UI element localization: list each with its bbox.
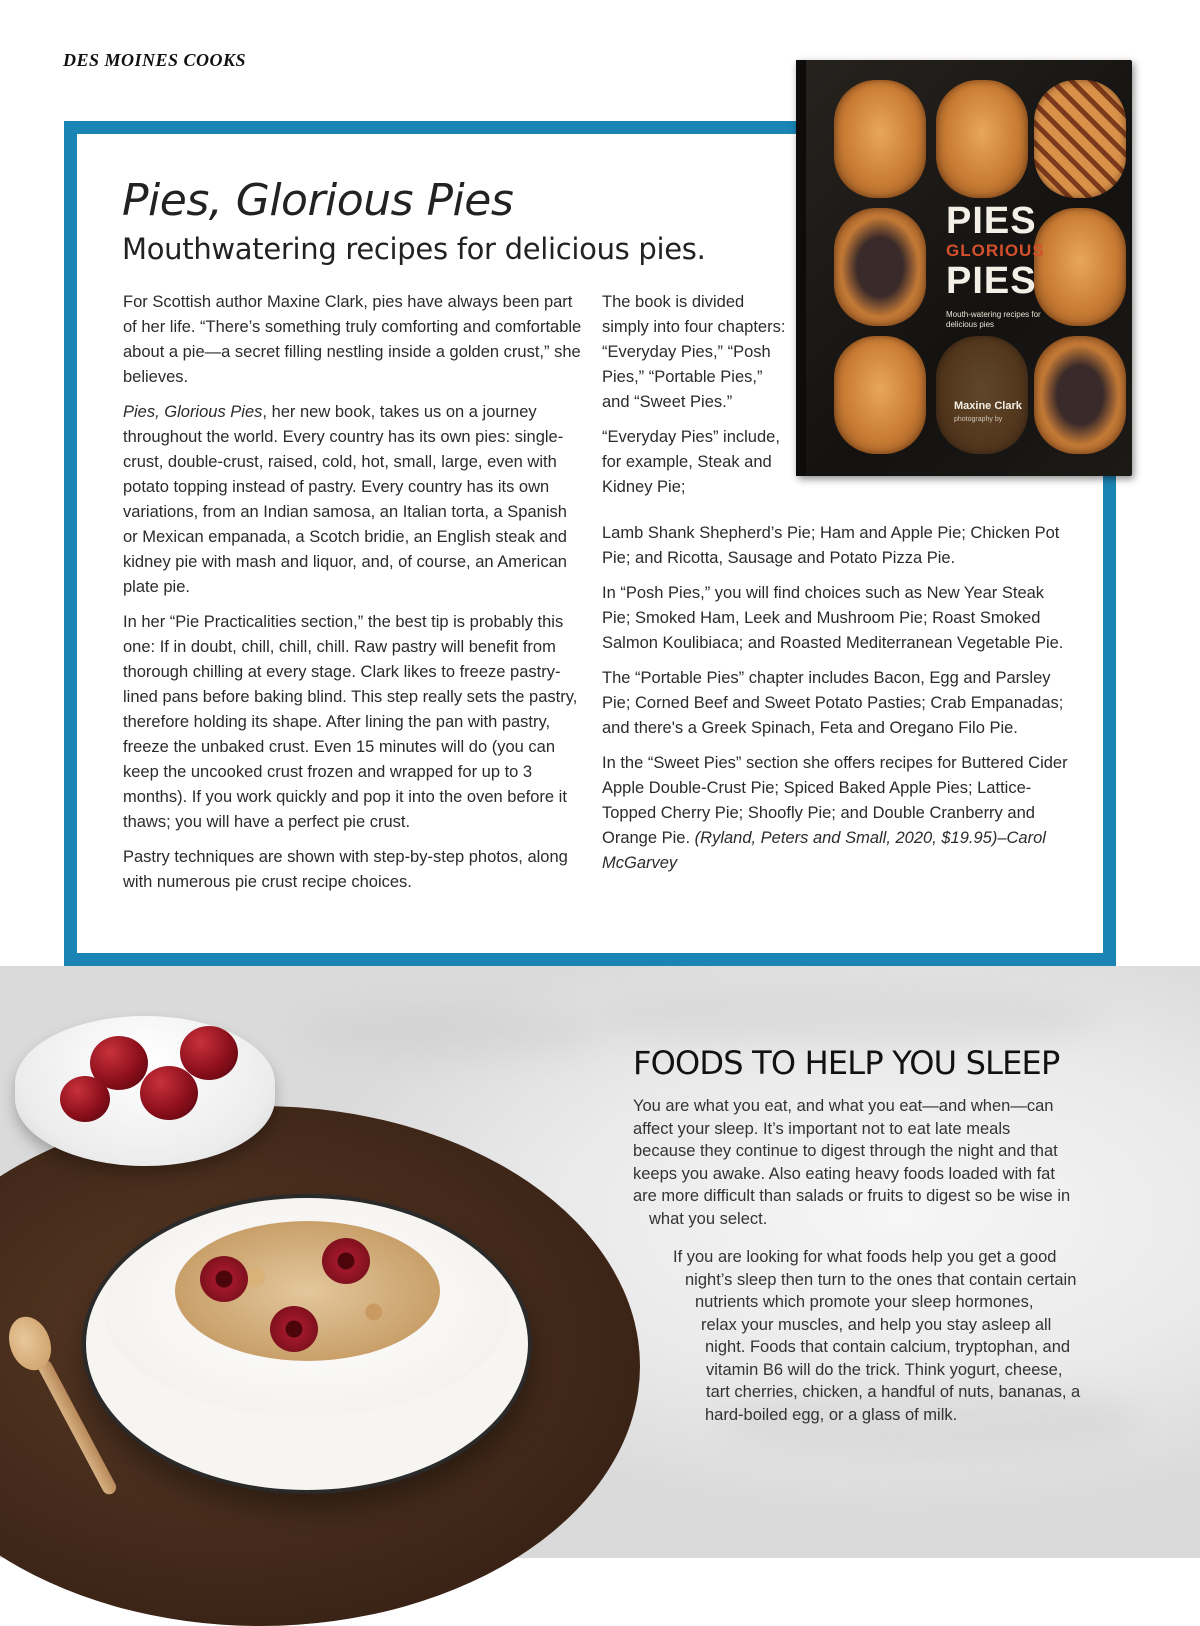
- article-right-column-top: [602, 290, 792, 510]
- paragraph: Pastry techniques are shown with step-by-step photos, along with numerous pie crust recipe choices.: [123, 848, 568, 891]
- book-cover-photographer: photography by: [954, 416, 1003, 423]
- paragraph: The book is divided simply into four chapters: “Everyday Pies,” “Posh Pies,” “Portable Pies,” and “Sweet Pies.”: [602, 293, 786, 411]
- article-left-column: [123, 290, 583, 905]
- paragraph: In her “Pie Practicalities section,” the best tip is probably this one: If in doubt, chill, chill, chill. Raw pastry will benefit from thorough chilling at every stage. Clark likes to freeze pastry-lined pans before baking blind. This step really sets the pastry, therefore holding its shape. After lining the pan with pastry, freeze the unbaked crust. Even 15 minutes will do (you can keep the uncooked crust frozen and wrapped for up to 3 months). If you work quickly and pop it into the oven before it thaws; you will have a perfect pie crust.: [123, 613, 578, 831]
- article-subtitle: Mouthwatering recipes for delicious pies.: [122, 232, 706, 266]
- book-title-inline: Pies, Glorious Pies: [123, 403, 263, 421]
- book-cover: [796, 60, 1132, 476]
- paragraph: The “Portable Pies” chapter includes Bacon, Egg and Parsley Pie; Corned Beef and Sweet Potato Pasties; Crab Empanadas; and there's a Greek Spinach, Feta and Oregano Filo Pie.: [602, 669, 1064, 737]
- paragraph: In the “Sweet Pies” section she offers recipes for Buttered Cider Apple Double-Crust Pie; Spiced Baked Apple Pies; Lattice-Topped Cherry Pie; Shoofly Pie; and Double Cranberry and Orange Pie. (Ryland, Peters and Small, 2020, $19.95)–Carol McGarvey: [602, 754, 1068, 872]
- paragraph: “Everyday Pies” include, for example, Steak and Kidney Pie;: [602, 428, 780, 496]
- sleep-section-title: FOODS TO HELP YOU SLEEP: [633, 1044, 1060, 1082]
- section-label: DES MOINES COOKS: [63, 50, 247, 70]
- book-cover-tagline: Mouth-watering recipes for delicious pies: [946, 310, 1041, 329]
- article-right-column: [602, 521, 1072, 886]
- paragraph: For Scottish author Maxine Clark, pies have always been part of her life. “There’s something truly comforting and comfortable about a pie—a secret filling nestling inside a golden crust,” she believes.: [123, 293, 582, 386]
- paragraph: In “Posh Pies,” you will find choices such as New Year Steak Pie; Smoked Ham, Leek and Mushroom Pie; Roast Smoked Salmon Koulibiaca; and Roasted Mediterranean Vegetable Pie.: [602, 584, 1064, 652]
- credit: (Ryland, Peters and Small, 2020, $19.95)–Carol McGarvey: [602, 829, 1046, 872]
- book-cover-author: Maxine Clark: [954, 400, 1022, 412]
- book-cover-title: PIES GLORIOUS PIES: [946, 200, 1045, 302]
- paragraph: Lamb Shank Shepherd’s Pie; Ham and Apple Pie; Chicken Pot Pie; and Ricotta, Sausage and Potato Pizza Pie.: [602, 524, 1060, 567]
- article-title: Pies, Glorious Pies: [122, 175, 514, 226]
- sleep-paragraph-2: If you are looking for what foods help you get a good night’s sleep then turn to the ones that contain certain nutrients which promote your sleep hormones, relax your muscles, and help you stay asleep all night. Foods that contain calcium, tryptophan, and vitamin B6 will do the trick. Think yogurt, cheese, tart cherries, chicken, a handful of nuts, bananas, a hard-boiled egg, or a glass of milk.: [673, 1248, 1081, 1424]
- sleep-paragraph-1: You are what you eat, and what you eat—and when—can affect your sleep. It’s important not to eat late meals because they continue to digest through the night and that keeps you awake. Also eating heavy foods loaded with fat are more difficult than salads or fruits to digest so be wise in what you select.: [633, 1097, 1071, 1228]
- paragraph: Pies, Glorious Pies, her new book, takes us on a journey throughout the world. Every country has its own pies: single-crust, double-crust, raised, cold, hot, small, large, even with potato topping instead of pastry. Every country has its own variations, from an Indian samosa, an Italian torta, a Spanish or Mexican empanada, a Scotch bridie, an English steak and kidney pie with mash and liquor, and, of course, an American plate pie.: [123, 403, 567, 596]
